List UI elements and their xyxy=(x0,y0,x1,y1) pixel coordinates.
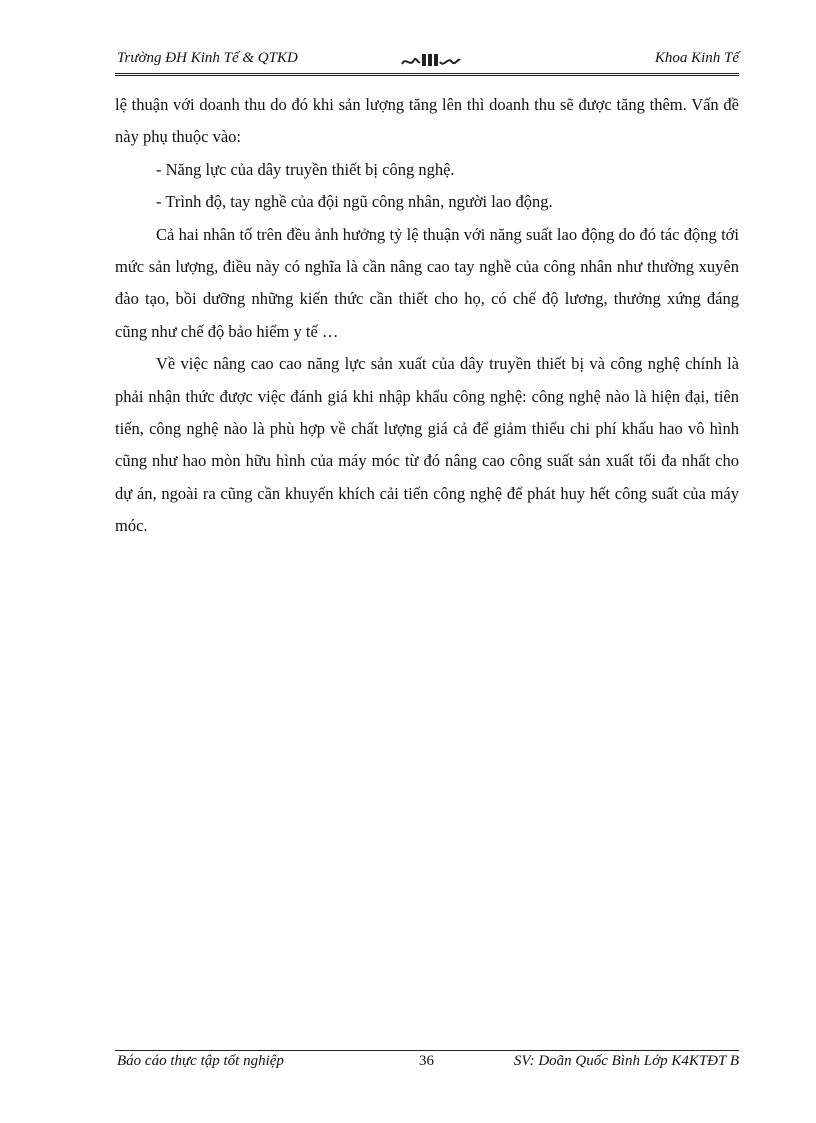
paragraph: Về việc nâng cao cao năng lực sản xuất của dây truyền thiết bị và công nghệ chính là phải nhận thức được việc đánh giá khi nhập khẩu công nghệ: công nghệ nào là hiện đại, tiên tiến, công nghệ nào là phù hợp về chất lượng giá cả để giảm thiểu chi phí khấu hao vô hình cũng như hao mòn hữu hình của máy móc từ đó nâng cao công suất sản xuất tối đa nhất cho dự án, ngoài ra cũng cần khuyến khích cải tiến công nghệ để phát huy hết công suất của máy móc. xyxy=(115,354,739,536)
paragraph: Cả hai nhân tố trên đều ảnh hưởng tỷ lệ thuận với năng suất lao động do đó tác động tới mức sản lượng, điều này có nghĩa là cần nâng cao tay nghề của công nhân như thường xuyên đào tạo, bồi dưỡng những kiến thức cần thiết cho họ, có chế độ lương, thưởng xứng đáng cũng như chế độ bảo hiểm y tế … xyxy=(115,224,739,341)
footer-divider xyxy=(115,1050,739,1051)
header-faculty-name: Khoa Kinh Tế xyxy=(654,50,739,66)
bullet-item: - Trình độ, tay nghề của đội ngũ công nhân, người lao động. xyxy=(156,192,553,212)
paragraph: lệ thuận với doanh thu do đó khi sản lượng tăng lên thì doanh thu sẽ được tăng thêm. Vấn đề này phụ thuộc vào: xyxy=(115,95,739,147)
page-header xyxy=(115,48,739,72)
header-school-name: Trường ĐH Kinh Tế & QTKD xyxy=(117,50,298,66)
page-number: 36 xyxy=(419,1053,434,1069)
page-footer xyxy=(115,1053,739,1075)
footer-student-info: SV: Doãn Quốc Bình Lớp K4KTĐT B xyxy=(513,1053,739,1069)
decorative-ornament-icon xyxy=(400,50,462,70)
header-divider xyxy=(115,73,739,76)
footer-report-title: Báo cáo thực tập tốt nghiệp xyxy=(117,1053,284,1069)
body-text xyxy=(115,89,739,543)
bullet-item: - Năng lực của dây truyền thiết bị công nghệ. xyxy=(156,159,455,179)
